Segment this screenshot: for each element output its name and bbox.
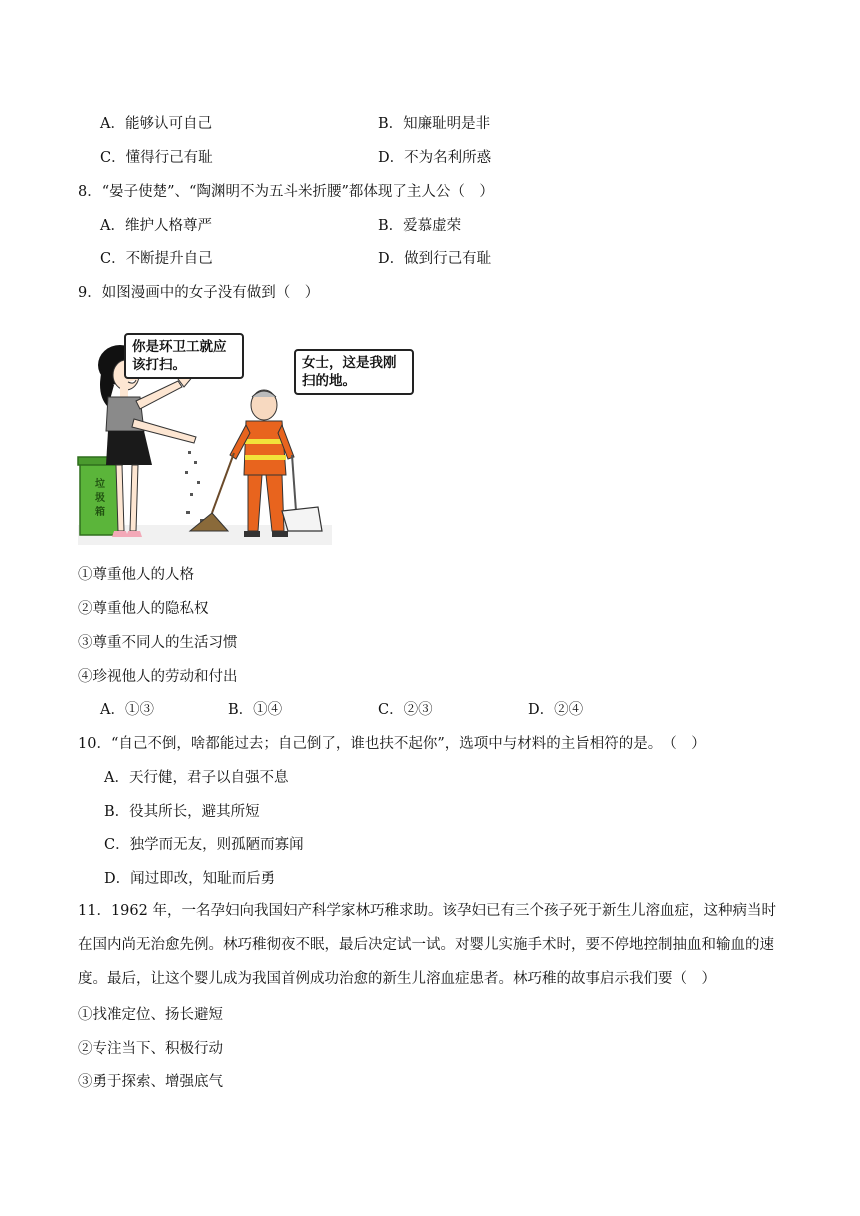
comic-speech-bubble-worker: 女士，这是我刚扫的地。 bbox=[294, 349, 414, 395]
svg-text:垃: 垃 bbox=[95, 479, 105, 490]
q10-option-a: A．天行健，君子以自强不息 bbox=[104, 770, 289, 786]
q9-stem: 9．如图漫画中的女子没有做到（ ） bbox=[78, 285, 320, 301]
svg-text:箱: 箱 bbox=[95, 507, 105, 518]
q9-option-c: C．②③ bbox=[378, 702, 433, 718]
q9-option-d: D．②④ bbox=[528, 702, 584, 718]
q7-option-b: B．知廉耻明是非 bbox=[378, 116, 491, 132]
q7-option-d: D．不为名利所惑 bbox=[378, 150, 492, 166]
q9-option-b: B．①④ bbox=[228, 702, 283, 718]
q8-option-b: B．爱慕虚荣 bbox=[378, 218, 462, 234]
q7-option-c: C．懂得行己有耻 bbox=[100, 150, 213, 166]
q8-option-a: A．维护人格尊严 bbox=[100, 218, 212, 234]
q9-option-a: A．①③ bbox=[100, 702, 154, 718]
comic-speech-bubble-woman: 你是环卫工就应该打扫。 bbox=[124, 333, 244, 379]
q9-item-1: ①尊重他人的人格 bbox=[78, 567, 194, 583]
q10-option-b: B．役其所长，避其所短 bbox=[104, 804, 260, 820]
q9-item-2: ②尊重他人的隐私权 bbox=[78, 601, 209, 617]
q9-comic-image bbox=[78, 335, 397, 545]
q11-stem: 11．1962 年，一名孕妇向我国妇产科学家林巧稚求助。该孕妇已有三个孩子死于新生儿溶血症，这种病当时在国内尚无治愈先例。林巧稚彻夜不眠，最后决定试一试。对婴儿实施手术时，要不停地控制抽血和输血的速度。最后，让这个婴儿成为我国首例成功治愈的新生儿溶血症患者。林巧稚的故事启示我们要（ ） bbox=[78, 903, 776, 987]
svg-text:圾: 圾 bbox=[95, 493, 105, 504]
q11-item-1: ①找准定位、扬长避短 bbox=[78, 1007, 223, 1023]
q7-option-a: A．能够认可自己 bbox=[100, 116, 212, 132]
q8-option-d: D．做到行己有耻 bbox=[378, 251, 492, 267]
q9-item-4: ④珍视他人的劳动和付出 bbox=[78, 669, 238, 685]
q10-stem: 10．“自己不倒，啥都能过去；自己倒了，谁也扶不起你”，选项中与材料的主旨相符的是。 （ ） bbox=[78, 736, 706, 752]
q11-item-2: ②专注当下、积极行动 bbox=[78, 1041, 223, 1057]
q10-option-d: D．闻过即改，知耻而后勇 bbox=[104, 871, 276, 887]
q9-item-3: ③尊重不同人的生活习惯 bbox=[78, 635, 238, 651]
q8-stem: 8．“晏子使楚”、“陶渊明不为五斗米折腰”都体现了主人公（ ） bbox=[78, 184, 494, 200]
q10-option-c: C．独学而无友，则孤陋而寡闻 bbox=[104, 837, 304, 853]
q8-option-c: C．不断提升自己 bbox=[100, 251, 213, 267]
q11-item-3: ③勇于探索、增强底气 bbox=[78, 1074, 223, 1090]
